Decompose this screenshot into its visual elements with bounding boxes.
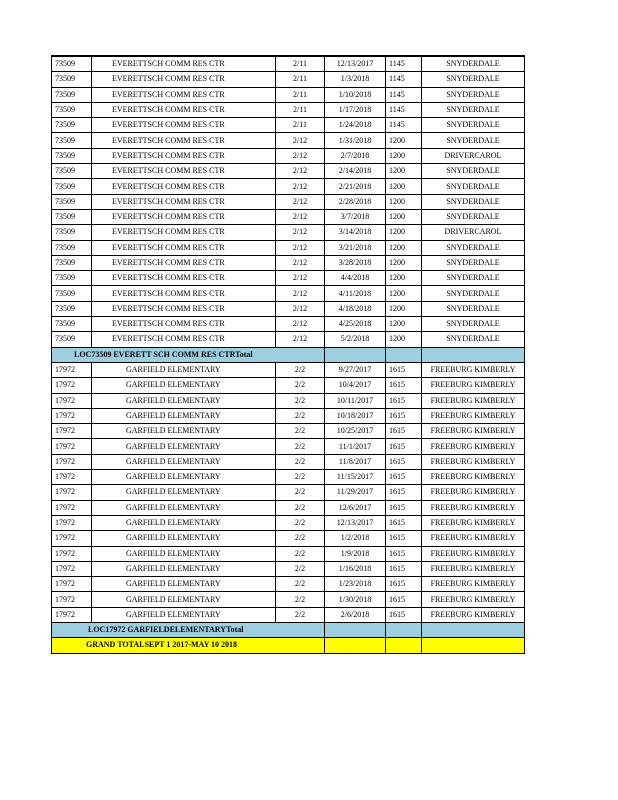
grand-total-label: GRAND TOTALSEPT 1 2017-MAY 10 2018: [52, 638, 325, 653]
driver-cell: DRIVERCAROL: [422, 225, 525, 240]
table-row: [52, 301, 525, 316]
subtotal-empty-cell: [325, 347, 386, 362]
room-cell: 2/2: [276, 531, 325, 546]
table-row: [52, 424, 525, 439]
date-cell: 3/28/2018: [325, 255, 386, 270]
room-cell: 2/12: [276, 301, 325, 316]
location-id-cell: 73509: [52, 317, 92, 332]
time-cell: 1200: [386, 148, 422, 163]
time-cell: 1615: [386, 393, 422, 408]
location-id-cell: 17972: [52, 362, 92, 377]
date-cell: 3/7/2018: [325, 209, 386, 224]
date-cell: 3/14/2018: [325, 225, 386, 240]
room-cell: 2/12: [276, 133, 325, 148]
driver-cell: SNYDERDALE: [422, 255, 525, 270]
room-cell: 2/11: [276, 102, 325, 117]
date-cell: 1/10/2018: [325, 87, 386, 102]
location-id-cell: 17972: [52, 454, 92, 469]
site-name-cell: GARFIELD ELEMENTARY: [92, 439, 276, 454]
location-id-cell: 17972: [52, 500, 92, 515]
time-cell: 1200: [386, 255, 422, 270]
grand-total-empty-cell: [325, 638, 386, 653]
site-name-cell: GARFIELD ELEMENTARY: [92, 485, 276, 500]
location-id-cell: 17972: [52, 531, 92, 546]
driver-cell: FREEBURG KIMBERLY: [422, 561, 525, 576]
site-name-cell: GARFIELD ELEMENTARY: [92, 561, 276, 576]
room-cell: 2/12: [276, 271, 325, 286]
site-name-cell: EVERETTSCH COMM RES CTR: [92, 102, 276, 117]
date-cell: 12/13/2017: [325, 515, 386, 530]
table-row: [52, 179, 525, 194]
driver-cell: SNYDERDALE: [422, 240, 525, 255]
driver-cell: FREEBURG KIMBERLY: [422, 515, 525, 530]
date-cell: 1/17/2018: [325, 102, 386, 117]
time-cell: 1200: [386, 332, 422, 347]
room-cell: 2/2: [276, 408, 325, 423]
room-cell: 2/11: [276, 87, 325, 102]
driver-cell: FREEBURG KIMBERLY: [422, 362, 525, 377]
date-cell: 1/23/2018: [325, 577, 386, 592]
site-name-cell: GARFIELD ELEMENTARY: [92, 546, 276, 561]
table-row: [52, 592, 525, 607]
date-cell: 2/7/2018: [325, 148, 386, 163]
table-row: [52, 317, 525, 332]
room-cell: 2/2: [276, 577, 325, 592]
driver-cell: SNYDERDALE: [422, 194, 525, 209]
time-cell: 1145: [386, 72, 422, 87]
room-cell: 2/2: [276, 500, 325, 515]
site-name-cell: EVERETTSCH COMM RES CTR: [92, 301, 276, 316]
time-cell: 1200: [386, 271, 422, 286]
date-cell: 11/1/2017: [325, 439, 386, 454]
driver-cell: FREEBURG KIMBERLY: [422, 607, 525, 622]
site-name-cell: EVERETTSCH COMM RES CTR: [92, 87, 276, 102]
time-cell: 1615: [386, 561, 422, 576]
subtotal-row: [52, 347, 525, 362]
table-row: [52, 577, 525, 592]
driver-cell: SNYDERDALE: [422, 209, 525, 224]
driver-cell: SNYDERDALE: [422, 133, 525, 148]
date-cell: 10/4/2017: [325, 378, 386, 393]
driver-cell: SNYDERDALE: [422, 118, 525, 133]
driver-cell: FREEBURG KIMBERLY: [422, 454, 525, 469]
date-cell: 11/29/2017: [325, 485, 386, 500]
driver-cell: FREEBURG KIMBERLY: [422, 577, 525, 592]
driver-cell: FREEBURG KIMBERLY: [422, 424, 525, 439]
time-cell: 1615: [386, 592, 422, 607]
site-name-cell: GARFIELD ELEMENTARY: [92, 531, 276, 546]
date-cell: 4/4/2018: [325, 271, 386, 286]
time-cell: 1615: [386, 531, 422, 546]
date-cell: 1/24/2018: [325, 118, 386, 133]
room-cell: 2/12: [276, 164, 325, 179]
grand-total-empty-cell: [422, 638, 525, 653]
site-name-cell: GARFIELD ELEMENTARY: [92, 500, 276, 515]
site-name-cell: EVERETTSCH COMM RES CTR: [92, 209, 276, 224]
location-id-cell: 17972: [52, 546, 92, 561]
room-cell: 2/2: [276, 592, 325, 607]
date-cell: 5/2/2018: [325, 332, 386, 347]
site-name-cell: GARFIELD ELEMENTARY: [92, 424, 276, 439]
site-name-cell: EVERETTSCH COMM RES CTR: [92, 72, 276, 87]
table-row: [52, 454, 525, 469]
table-row: [52, 148, 525, 163]
time-cell: 1200: [386, 301, 422, 316]
room-cell: 2/2: [276, 561, 325, 576]
date-cell: 12/6/2017: [325, 500, 386, 515]
location-id-cell: 73509: [52, 271, 92, 286]
location-id-cell: 73509: [52, 255, 92, 270]
table-row: [52, 56, 525, 72]
room-cell: 2/12: [276, 286, 325, 301]
time-cell: 1615: [386, 362, 422, 377]
table-row: [52, 546, 525, 561]
room-cell: 2/11: [276, 72, 325, 87]
date-cell: 1/9/2018: [325, 546, 386, 561]
site-name-cell: GARFIELD ELEMENTARY: [92, 470, 276, 485]
table-row: [52, 332, 525, 347]
site-name-cell: EVERETTSCH COMM RES CTR: [92, 317, 276, 332]
date-cell: 1/3/2018: [325, 72, 386, 87]
location-id-cell: 17972: [52, 592, 92, 607]
location-id-cell: 73509: [52, 301, 92, 316]
time-cell: 1145: [386, 118, 422, 133]
location-id-cell: 17972: [52, 408, 92, 423]
time-cell: 1615: [386, 378, 422, 393]
site-name-cell: EVERETTSCH COMM RES CTR: [92, 56, 276, 72]
table-row: [52, 102, 525, 117]
location-id-cell: 73509: [52, 332, 92, 347]
time-cell: 1145: [386, 87, 422, 102]
time-cell: 1615: [386, 485, 422, 500]
driver-cell: FREEBURG KIMBERLY: [422, 500, 525, 515]
site-name-cell: GARFIELD ELEMENTARY: [92, 362, 276, 377]
driver-cell: SNYDERDALE: [422, 56, 525, 72]
time-cell: 1200: [386, 240, 422, 255]
subtotal-label: LOC17972 GARFIELDELEMENTARYTotal: [52, 622, 325, 637]
subtotal-label: LOC73509 EVERETT SCH COMM RES CTRTotal: [52, 347, 325, 362]
site-name-cell: EVERETTSCH COMM RES CTR: [92, 271, 276, 286]
date-cell: 2/6/2018: [325, 607, 386, 622]
date-cell: 3/21/2018: [325, 240, 386, 255]
table-row: [52, 515, 525, 530]
location-id-cell: 17972: [52, 378, 92, 393]
room-cell: 2/2: [276, 546, 325, 561]
time-cell: 1200: [386, 317, 422, 332]
site-name-cell: EVERETTSCH COMM RES CTR: [92, 225, 276, 240]
time-cell: 1615: [386, 577, 422, 592]
location-id-cell: 73509: [52, 148, 92, 163]
site-name-cell: EVERETTSCH COMM RES CTR: [92, 240, 276, 255]
location-id-cell: 73509: [52, 133, 92, 148]
location-id-cell: 73509: [52, 286, 92, 301]
table-row: [52, 133, 525, 148]
site-name-cell: GARFIELD ELEMENTARY: [92, 515, 276, 530]
time-cell: 1615: [386, 607, 422, 622]
room-cell: 2/2: [276, 515, 325, 530]
time-cell: 1200: [386, 164, 422, 179]
date-cell: 1/31/2018: [325, 133, 386, 148]
room-cell: 2/2: [276, 424, 325, 439]
site-name-cell: GARFIELD ELEMENTARY: [92, 393, 276, 408]
site-name-cell: GARFIELD ELEMENTARY: [92, 577, 276, 592]
date-cell: 10/11/2017: [325, 393, 386, 408]
driver-cell: FREEBURG KIMBERLY: [422, 393, 525, 408]
room-cell: 2/2: [276, 485, 325, 500]
room-cell: 2/2: [276, 393, 325, 408]
location-id-cell: 17972: [52, 515, 92, 530]
time-cell: 1615: [386, 424, 422, 439]
subtotal-empty-cell: [386, 347, 422, 362]
table-row: [52, 561, 525, 576]
site-name-cell: GARFIELD ELEMENTARY: [92, 592, 276, 607]
site-name-cell: GARFIELD ELEMENTARY: [92, 408, 276, 423]
location-id-cell: 17972: [52, 424, 92, 439]
room-cell: 2/12: [276, 225, 325, 240]
room-cell: 2/12: [276, 240, 325, 255]
location-id-cell: 17972: [52, 607, 92, 622]
time-cell: 1615: [386, 470, 422, 485]
location-id-cell: 73509: [52, 72, 92, 87]
location-id-cell: 17972: [52, 439, 92, 454]
location-id-cell: 73509: [52, 179, 92, 194]
location-id-cell: 73509: [52, 87, 92, 102]
driver-cell: SNYDERDALE: [422, 164, 525, 179]
table-row: [52, 531, 525, 546]
driver-cell: FREEBURG KIMBERLY: [422, 546, 525, 561]
time-cell: 1145: [386, 56, 422, 72]
site-name-cell: GARFIELD ELEMENTARY: [92, 607, 276, 622]
time-cell: 1200: [386, 225, 422, 240]
date-cell: 10/25/2017: [325, 424, 386, 439]
room-cell: 2/12: [276, 194, 325, 209]
date-cell: 4/25/2018: [325, 317, 386, 332]
table-row: [52, 240, 525, 255]
location-id-cell: 17972: [52, 561, 92, 576]
table-row: [52, 485, 525, 500]
location-id-cell: 73509: [52, 240, 92, 255]
site-name-cell: EVERETTSCH COMM RES CTR: [92, 118, 276, 133]
location-id-cell: 73509: [52, 164, 92, 179]
site-name-cell: EVERETTSCH COMM RES CTR: [92, 286, 276, 301]
driver-cell: FREEBURG KIMBERLY: [422, 439, 525, 454]
driver-cell: SNYDERDALE: [422, 179, 525, 194]
table-row: [52, 362, 525, 377]
date-cell: 1/16/2018: [325, 561, 386, 576]
date-cell: 4/18/2018: [325, 301, 386, 316]
subtotal-row: [52, 622, 525, 637]
table-row: [52, 439, 525, 454]
table-row: [52, 393, 525, 408]
date-cell: 10/18/2017: [325, 408, 386, 423]
room-cell: 2/12: [276, 317, 325, 332]
driver-cell: SNYDERDALE: [422, 87, 525, 102]
time-cell: 1615: [386, 515, 422, 530]
site-name-cell: GARFIELD ELEMENTARY: [92, 378, 276, 393]
table-row: [52, 87, 525, 102]
room-cell: 2/2: [276, 362, 325, 377]
table-row: [52, 470, 525, 485]
table-row: [52, 607, 525, 622]
time-cell: 1615: [386, 500, 422, 515]
room-cell: 2/12: [276, 148, 325, 163]
site-name-cell: EVERETTSCH COMM RES CTR: [92, 332, 276, 347]
date-cell: 12/13/2017: [325, 56, 386, 72]
location-id-cell: 17972: [52, 485, 92, 500]
room-cell: 2/11: [276, 118, 325, 133]
driver-cell: FREEBURG KIMBERLY: [422, 378, 525, 393]
driver-cell: FREEBURG KIMBERLY: [422, 485, 525, 500]
driver-cell: SNYDERDALE: [422, 301, 525, 316]
table-row: [52, 194, 525, 209]
location-id-cell: 17972: [52, 393, 92, 408]
table-row: [52, 209, 525, 224]
room-cell: 2/2: [276, 439, 325, 454]
driver-cell: FREEBURG KIMBERLY: [422, 470, 525, 485]
room-cell: 2/11: [276, 56, 325, 72]
site-name-cell: EVERETTSCH COMM RES CTR: [92, 194, 276, 209]
time-cell: 1200: [386, 286, 422, 301]
table-row: [52, 255, 525, 270]
date-cell: 9/27/2017: [325, 362, 386, 377]
room-cell: 2/12: [276, 255, 325, 270]
driver-cell: SNYDERDALE: [422, 72, 525, 87]
driver-cell: SNYDERDALE: [422, 286, 525, 301]
driver-cell: FREEBURG KIMBERLY: [422, 408, 525, 423]
location-id-cell: 73509: [52, 118, 92, 133]
date-cell: 2/28/2018: [325, 194, 386, 209]
time-cell: 1200: [386, 209, 422, 224]
subtotal-empty-cell: [422, 622, 525, 637]
site-name-cell: EVERETTSCH COMM RES CTR: [92, 148, 276, 163]
grand-total-row: [52, 638, 525, 653]
driver-cell: SNYDERDALE: [422, 317, 525, 332]
date-cell: 11/15/2017: [325, 470, 386, 485]
room-cell: 2/2: [276, 607, 325, 622]
table-row: [52, 286, 525, 301]
room-cell: 2/12: [276, 179, 325, 194]
site-name-cell: GARFIELD ELEMENTARY: [92, 454, 276, 469]
site-name-cell: EVERETTSCH COMM RES CTR: [92, 179, 276, 194]
driver-cell: SNYDERDALE: [422, 332, 525, 347]
date-cell: 4/11/2018: [325, 286, 386, 301]
location-id-cell: 73509: [52, 56, 92, 72]
time-cell: 1615: [386, 408, 422, 423]
subtotal-empty-cell: [325, 622, 386, 637]
location-id-cell: 73509: [52, 102, 92, 117]
grand-total-empty-cell: [386, 638, 422, 653]
room-cell: 2/2: [276, 378, 325, 393]
time-cell: 1615: [386, 439, 422, 454]
driver-cell: SNYDERDALE: [422, 102, 525, 117]
date-cell: 2/14/2018: [325, 164, 386, 179]
table-row: [52, 72, 525, 87]
location-id-cell: 73509: [52, 209, 92, 224]
room-cell: 2/2: [276, 454, 325, 469]
location-id-cell: 73509: [52, 225, 92, 240]
date-cell: 1/30/2018: [325, 592, 386, 607]
time-cell: 1200: [386, 194, 422, 209]
location-id-cell: 17972: [52, 470, 92, 485]
time-cell: 1615: [386, 546, 422, 561]
location-id-cell: 17972: [52, 577, 92, 592]
time-cell: 1145: [386, 102, 422, 117]
room-cell: 2/2: [276, 470, 325, 485]
sheet-body: [52, 56, 525, 653]
driver-cell: SNYDERDALE: [422, 271, 525, 286]
table-row: [52, 225, 525, 240]
room-cell: 2/12: [276, 332, 325, 347]
site-name-cell: EVERETTSCH COMM RES CTR: [92, 133, 276, 148]
site-name-cell: EVERETTSCH COMM RES CTR: [92, 255, 276, 270]
subtotal-empty-cell: [422, 347, 525, 362]
table-row: [52, 408, 525, 423]
date-cell: 1/2/2018: [325, 531, 386, 546]
date-cell: 2/21/2018: [325, 179, 386, 194]
time-cell: 1200: [386, 133, 422, 148]
location-id-cell: 73509: [52, 194, 92, 209]
driver-cell: DRIVERCAROL: [422, 148, 525, 163]
time-cell: 1615: [386, 454, 422, 469]
time-cell: 1200: [386, 179, 422, 194]
site-name-cell: EVERETTSCH COMM RES CTR: [92, 164, 276, 179]
driver-cell: FREEBURG KIMBERLY: [422, 531, 525, 546]
subtotal-empty-cell: [386, 622, 422, 637]
table-row: [52, 378, 525, 393]
driver-cell: FREEBURG KIMBERLY: [422, 592, 525, 607]
room-cell: 2/12: [276, 209, 325, 224]
table-row: [52, 118, 525, 133]
data-sheet: [51, 55, 525, 654]
table-row: [52, 500, 525, 515]
date-cell: 11/8/2017: [325, 454, 386, 469]
table-row: [52, 271, 525, 286]
table-row: [52, 164, 525, 179]
